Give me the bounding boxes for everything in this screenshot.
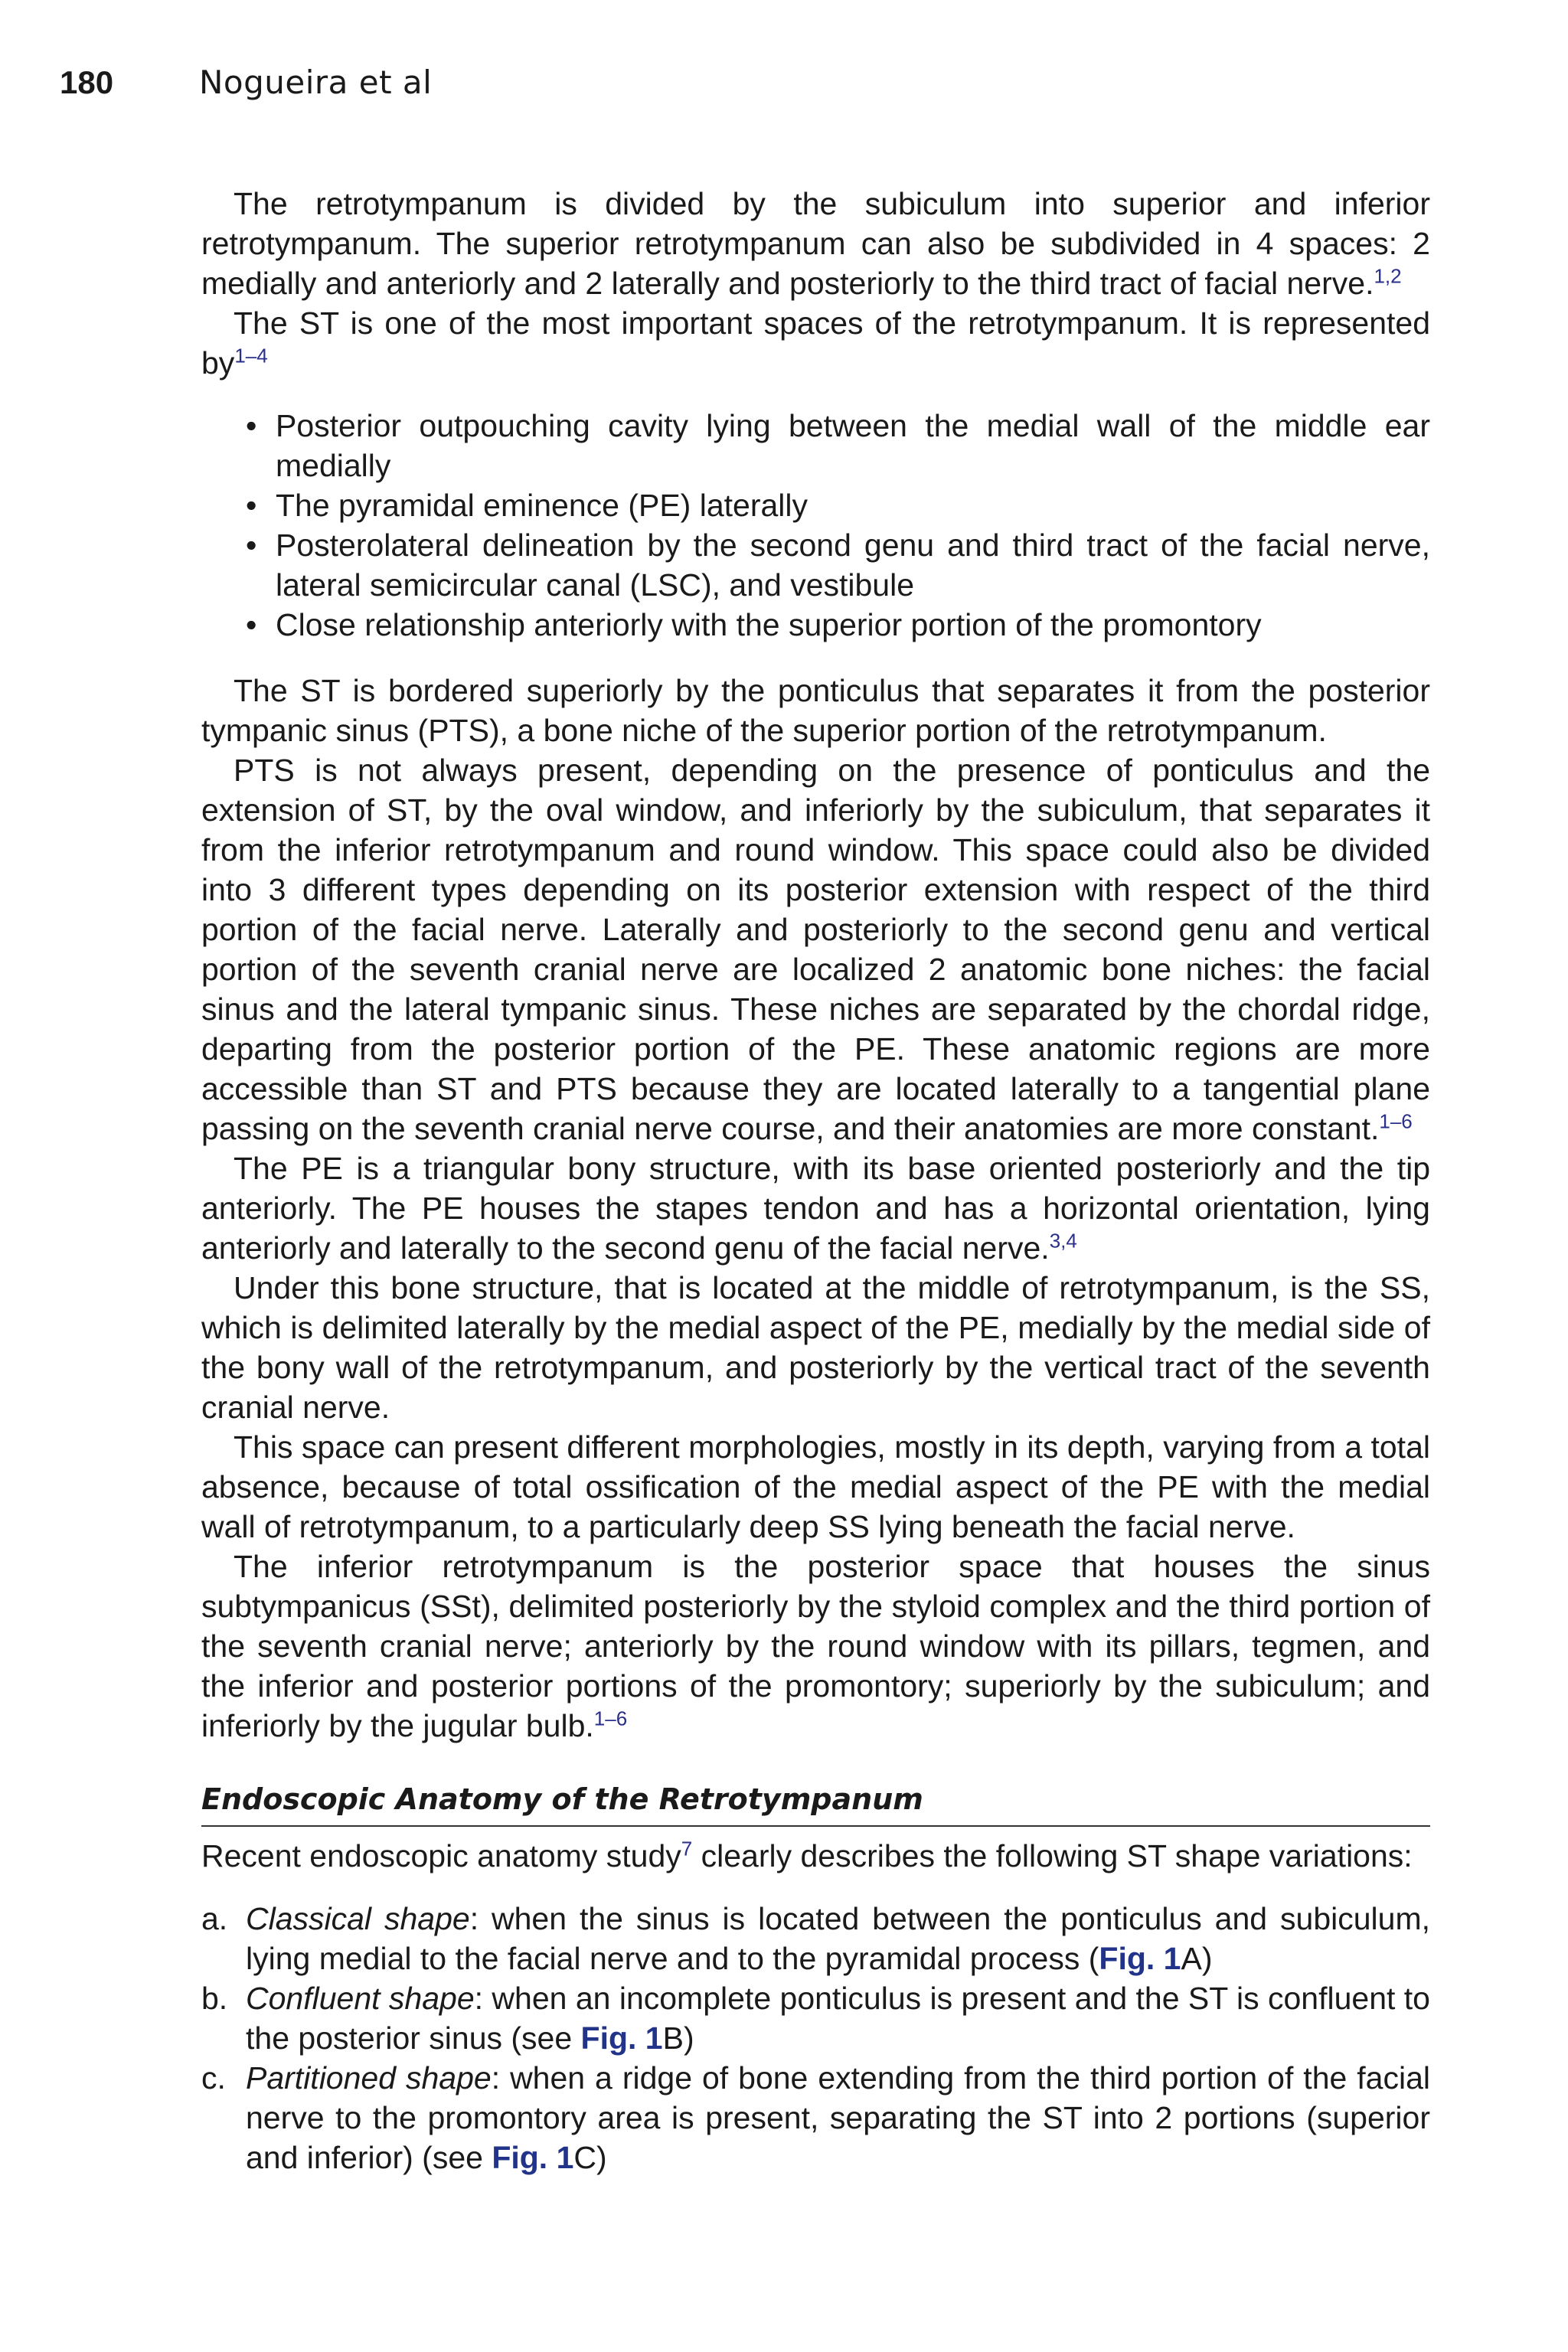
list-marker: c. xyxy=(201,2060,226,2096)
page-header xyxy=(60,61,432,104)
list-item xyxy=(201,525,1430,605)
figure-link[interactable]: Fig. 1 xyxy=(580,2020,663,2056)
citation-ref[interactable]: 7 xyxy=(681,1837,693,1860)
citation-ref[interactable]: 3,4 xyxy=(1049,1229,1077,1253)
list-item xyxy=(201,1978,1430,2058)
paragraph xyxy=(201,1547,1430,1746)
list-item-text: Posterolateral delineation by the second genu and third tract of the facial nerve, lateral semicircular canal (LSC), and vestibule xyxy=(276,528,1430,603)
figure-link[interactable]: Fig. 1 xyxy=(492,2140,574,2175)
paragraph xyxy=(201,1268,1430,1427)
list-item xyxy=(201,485,1430,525)
section-intro xyxy=(201,1836,1430,1876)
intro-text: Recent endoscopic anatomy study xyxy=(201,1838,681,1873)
st-feature-list xyxy=(201,406,1430,645)
article-body xyxy=(201,184,1430,2177)
paragraph xyxy=(201,303,1430,383)
list-item-text: Posterior outpouching cavity lying between the medial wall of the middle ear medially xyxy=(276,408,1430,483)
paragraph xyxy=(201,671,1430,750)
list-item-text: : when an incomplete ponticulus is present and the ST is confluent to the posterior sinus (see xyxy=(246,1981,1430,2056)
paragraph-text: The ST is one of the most important spaces of the retrotympanum. It is represented by xyxy=(201,305,1430,381)
paragraph xyxy=(201,1427,1430,1547)
paragraph-text: The PE is a triangular bony structure, with its base oriented posteriorly and the tip anteriorly. The PE houses the stapes tendon and has a horizontal orientation, lying anteriorly and laterally to the second genu of the facial nerve. xyxy=(201,1151,1430,1266)
list-item xyxy=(201,605,1430,645)
citation-ref[interactable]: 1,2 xyxy=(1374,264,1402,288)
page-number: 180 xyxy=(60,64,114,100)
shape-term: Confluent shape xyxy=(246,1981,475,2016)
paragraph-text: This space can present different morphologies, mostly in its depth, varying from a total absence, because of total ossification of the medial aspect of the PE with the medial wall of retrotympanum, to a particularly deep SS lying beneath the facial nerve. xyxy=(201,1429,1430,1544)
list-item-text: : when a ridge of bone extending from the third portion of the facial nerve to the promontory area is present, separating the ST into 2 portions (superior and inferior) (see xyxy=(246,2060,1430,2175)
list-marker: b. xyxy=(201,1981,228,2016)
paragraph xyxy=(201,750,1430,1148)
paragraph-text: Under this bone structure, that is located at the middle of retrotympanum, is the SS, which is delimited laterally by the medial aspect of the PE, medially by the medial side of the bony wall of the retrotympanum, and posteriorly by the vertical tract of the seventh cranial nerve. xyxy=(201,1270,1430,1425)
shape-variations-list xyxy=(201,1899,1430,2177)
figure-link[interactable]: Fig. 1 xyxy=(1099,1941,1181,1976)
bullet-icon: • xyxy=(246,408,257,443)
list-item xyxy=(201,2058,1430,2177)
bullet-icon: • xyxy=(246,488,257,523)
bullet-icon: • xyxy=(246,528,257,563)
bullet-icon: • xyxy=(246,607,257,642)
list-item-text: Close relationship anteriorly with the superior portion of the promontory xyxy=(276,607,1262,642)
intro-text: clearly describes the following ST shape variations: xyxy=(692,1838,1413,1873)
shape-term: Partitioned shape xyxy=(246,2060,492,2096)
list-item-text: The pyramidal eminence (PE) laterally xyxy=(276,488,808,523)
citation-ref[interactable]: 1–6 xyxy=(1379,1109,1413,1133)
list-item-text: B) xyxy=(662,2020,694,2056)
list-item xyxy=(201,1899,1430,1978)
list-item-text: : when the sinus is located between the ponticulus and subiculum, lying medial to the facial nerve and to the pyramidal process ( xyxy=(246,1901,1430,1976)
section-heading: Endoscopic Anatomy of the Retrotympanum xyxy=(201,1779,1430,1827)
paragraph-text: The inferior retrotympanum is the posterior space that houses the sinus subtympanicus (SSt), delimited posteriorly by the styloid complex and the third portion of the seventh cranial nerve; anteriorly by the round window with its pillars, tegmen, and the inferior and posterior portions of the promontory; superiorly by the subiculum; and inferiorly by the jugular bulb. xyxy=(201,1549,1430,1743)
paragraph xyxy=(201,1148,1430,1268)
list-item-text: C) xyxy=(573,2140,607,2175)
list-item-text: A) xyxy=(1181,1941,1213,1976)
citation-ref[interactable]: 1–4 xyxy=(234,344,268,368)
paragraph-text: The ST is bordered superiorly by the ponticulus that separates it from the posterior tympanic sinus (PTS), a bone niche of the superior portion of the retrotympanum. xyxy=(201,673,1430,748)
paragraph xyxy=(201,184,1430,303)
running-head: Nogueira et al xyxy=(199,64,433,101)
citation-ref[interactable]: 1–6 xyxy=(593,1707,628,1730)
shape-term: Classical shape xyxy=(246,1901,470,1936)
list-item xyxy=(201,406,1430,485)
paragraph-text: PTS is not always present, depending on the presence of ponticulus and the extension of ST, by the oval window, and inferiorly by the subiculum, that separates it from the inferior retrotympanum and round window. This space could also be divided into 3 different types depending on its posterior extension with respect of the third portion of the facial nerve. Laterally and posteriorly to the second genu and vertical portion of the seventh cranial nerve are localized 2 anatomic bone niches: the facial sinus and the lateral tympanic sinus. These niches are separated by the chordal ridge, departing from the posterior portion of the PE. These anatomic regions are more accessible than ST and PTS because they are located laterally to a tangential plane passing on the seventh cranial nerve course, and their anatomies are more constant. xyxy=(201,753,1430,1146)
paragraph-text: The retrotympanum is divided by the subiculum into superior and inferior retrotympanum. The superior retrotympanum can also be subdivided in 4 spaces: 2 medially and anteriorly and 2 laterally and posteriorly to the third tract of facial nerve. xyxy=(201,186,1430,301)
list-marker: a. xyxy=(201,1901,228,1936)
